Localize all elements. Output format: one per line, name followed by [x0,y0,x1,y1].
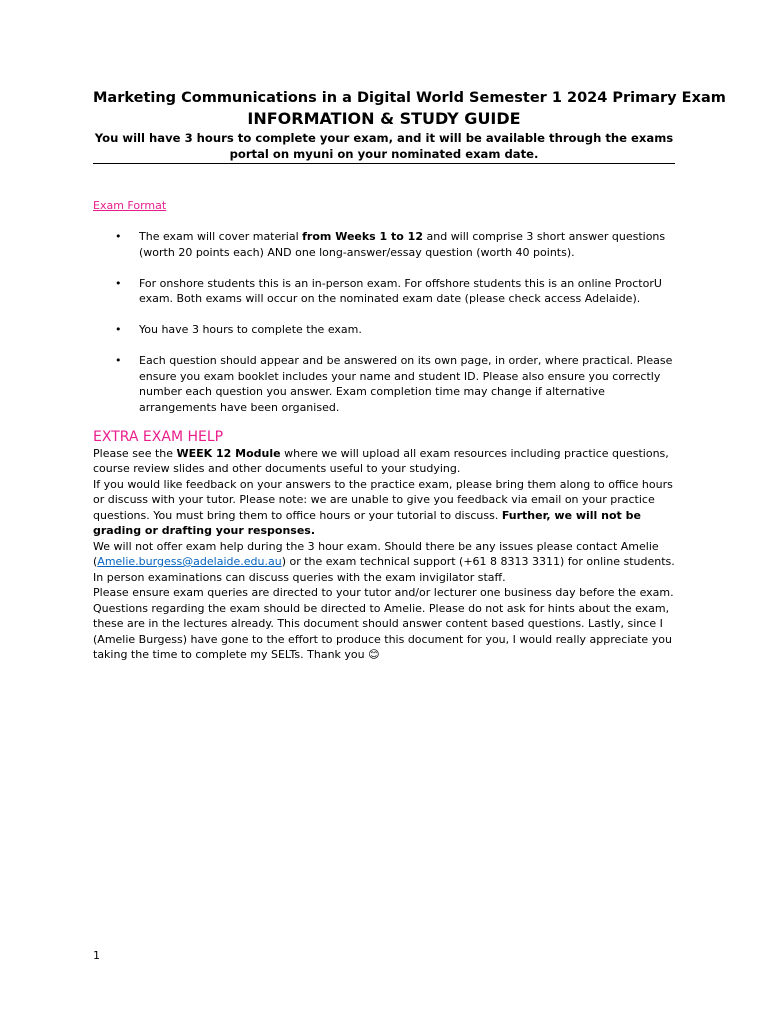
list-item-text: Each question should appear and be answered on its own page, in order, where practical. Please ensure you exam booklet includes your name and student ID. Please also ensure you correctly number each question you answer. Exam completion time may change if alternative arrangements have been organised. [139,354,673,414]
paragraph-text: ) or the exam technical support (+61 8 8313 3311) for online students. [281,555,675,568]
grading-emphasis: Further, we will not be grading or drafting your responses. [93,508,641,537]
bullet-icon: • [115,230,122,243]
list-item [93,276,675,307]
week12-module-emphasis: WEEK 12 Module [176,446,281,460]
intro-statement: You will have 3 hours to complete your exam, and it will be available through the exams portal on myuni on your nominated exam date. [93,131,675,164]
list-item-text: and will comprise 3 short answer questions (worth 20 points each) AND one long-answer/essay question (worth 40 points). [139,230,666,259]
list-item [93,353,675,415]
document-page [93,88,726,663]
paragraph-queries: Please ensure exam queries are directed to your tutor and/or lecturer one business day before the exam. Questions regarding the exam should be directed to Amelie. Please do not ask for hints about the exam, these are in the lectures already. This document should answer content based questions. Lastly, since I (Amelie Burgess) have gone to the effort to produce this document for you, I would really appreciate you taking the time to complete my SELTs. Thank you 😊 [93,586,674,661]
paragraph-contact [93,539,675,570]
paragraph-feedback [93,477,675,539]
paragraph-text: We will not offer exam help during the 3 hour exam. Should there be any issues please contact Amelie ( [93,539,659,568]
document-title: Marketing Communications in a Digital World Semester 1 2024 Primary Exam [93,90,726,106]
exam-format-heading[interactable]: Exam Format [93,199,167,212]
list-item [93,322,675,338]
list-item [93,229,675,260]
paragraph-text: If you would like feedback on your answers to the practice exam, please bring them along to office hours or discuss with your tutor. Please note: we are unable to give you feedback via email on your practice questions. You must bring them to office hours or your tutorial to discuss. [93,477,673,522]
paragraph-week12 [93,446,675,477]
list-item-emphasis: from Weeks 1 to 12 [302,230,423,243]
exam-format-list [93,229,675,415]
document-subtitle: INFORMATION & STUDY GUIDE [247,109,521,128]
list-item-text: You have 3 hours to complete the exam. [139,323,362,336]
list-item-text: The exam will cover material [139,230,303,243]
page-number: 1 [93,949,100,962]
paragraph-text: Please see the [93,446,177,460]
paragraph-text: where we will upload all exam resources including practice questions, course review slides and other documents useful to your studying. [93,446,669,475]
bullet-icon: • [115,323,122,336]
extra-help-heading: EXTRA EXAM HELP [93,428,224,445]
list-item-text: For onshore students this is an in-person exam. For offshore students this is an online ProctorU exam. Both exams will occur on the nominated exam date (please check access Adelaide). [139,276,662,305]
paragraph-invigilator: In person examinations can discuss queries with the exam invigilator staff. [93,570,506,584]
bullet-icon: • [115,354,122,367]
email-link[interactable]: Amelie.burgess@adelaide.edu.au [97,555,282,568]
bullet-icon: • [115,276,122,290]
